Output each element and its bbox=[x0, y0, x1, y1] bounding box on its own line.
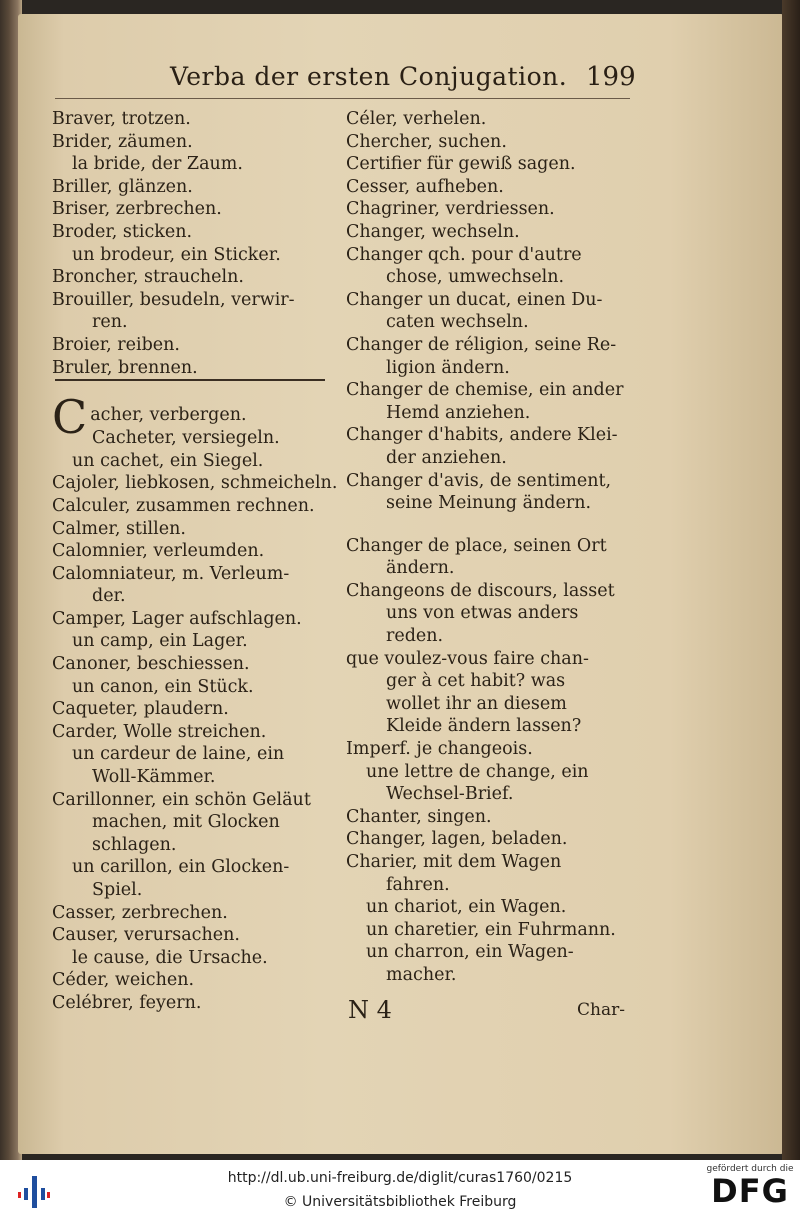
dictionary-line: Casser, zerbrechen. bbox=[52, 902, 228, 923]
dictionary-line: Calmer, stillen. bbox=[52, 518, 186, 539]
dictionary-line: ger à cet habit? was bbox=[386, 671, 566, 692]
dictionary-line: Braver, trotzen. bbox=[52, 109, 191, 129]
dictionary-line: Changer de chemise, ein ander bbox=[346, 380, 624, 401]
dictionary-line: Calomnier, verleumden. bbox=[52, 541, 265, 562]
dictionary-line: macher. bbox=[386, 964, 457, 985]
dictionary-line: Changer qch. pour d'autre bbox=[346, 244, 582, 265]
dictionary-line: Cacheter, versiegeln. bbox=[92, 428, 280, 449]
catchword: Char- bbox=[577, 1000, 625, 1020]
dictionary-line: un charetier, ein Fuhrmann. bbox=[366, 919, 616, 940]
dictionary-line: uns von etwas anders bbox=[386, 603, 579, 624]
dictionary-line: Brider, zäumen. bbox=[52, 131, 193, 152]
header-divider bbox=[55, 98, 630, 99]
viewer-footer bbox=[0, 1160, 800, 1220]
dictionary-line: Carder, Wolle streichen. bbox=[52, 721, 267, 742]
dictionary-line: Wechsel-Brief. bbox=[386, 784, 514, 805]
dictionary-line: Bruler, brennen. bbox=[52, 357, 198, 378]
dictionary-line: caten wechseln. bbox=[386, 312, 529, 333]
dictionary-line: chose, umwechseln. bbox=[386, 267, 565, 288]
dictionary-line: un chariot, ein Wagen. bbox=[366, 897, 567, 918]
dictionary-line: Broder, sticken. bbox=[52, 221, 193, 242]
dictionary-line: Caqueter, plaudern. bbox=[52, 699, 229, 720]
right-column-entries-a bbox=[346, 108, 631, 515]
dictionary-line: Changer d'habits, andere Klei- bbox=[346, 425, 618, 446]
dictionary-line: Spiel. bbox=[92, 880, 143, 900]
dictionary-line: ligion ändern. bbox=[386, 357, 510, 378]
dictionary-line: Imperf. je changeois. bbox=[346, 739, 533, 760]
right-column bbox=[346, 108, 631, 987]
dictionary-line: une lettre de change, ein bbox=[366, 761, 589, 782]
dictionary-line: der. bbox=[92, 586, 126, 607]
paragraph-gap bbox=[346, 515, 631, 535]
dictionary-line: Changer d'avis, de sentiment, bbox=[346, 470, 612, 491]
dropcap-first-line: acher, verbergen. bbox=[90, 405, 247, 426]
dictionary-line: que voulez-vous faire chan- bbox=[346, 648, 589, 669]
permalink-url[interactable]: http://dl.ub.uni-freiburg.de/diglit/curas1760/0215 bbox=[227, 1170, 573, 1186]
dictionary-line: schlagen. bbox=[92, 834, 177, 855]
dictionary-line: Broier, reiben. bbox=[52, 334, 180, 355]
section-divider bbox=[55, 379, 325, 381]
dictionary-line: Briller, glänzen. bbox=[52, 176, 193, 197]
dictionary-line: un carillon, ein Glocken- bbox=[72, 857, 290, 878]
dictionary-line: Céder, weichen. bbox=[52, 970, 195, 991]
dictionary-line: Canoner, beschiessen. bbox=[52, 654, 250, 675]
dictionary-line: Certifier für gewiß sagen. bbox=[346, 154, 576, 175]
dictionary-line: ändern. bbox=[386, 558, 455, 579]
dictionary-line: Changer, wechseln. bbox=[346, 221, 520, 242]
dictionary-line: Woll-Kämmer. bbox=[92, 767, 216, 788]
dictionary-line: Calomniateur, m. Verleum- bbox=[52, 563, 290, 584]
dfg-logo bbox=[706, 1164, 794, 1218]
page-edge-shadow bbox=[782, 0, 800, 1160]
funder-logo-text: DFG bbox=[711, 1172, 789, 1210]
dictionary-line: Causer, verursachen. bbox=[52, 925, 240, 946]
dictionary-line: Broncher, straucheln. bbox=[52, 267, 244, 288]
dictionary-line: machen, mit Glocken bbox=[92, 812, 280, 833]
dictionary-line: Kleide ändern lassen? bbox=[386, 716, 582, 737]
dictionary-line: Céler, verhelen. bbox=[346, 109, 487, 129]
dictionary-line: Briser, zerbrechen. bbox=[52, 199, 222, 220]
dictionary-line: Chanter, singen. bbox=[346, 806, 492, 827]
dictionary-line: fahren. bbox=[386, 874, 450, 895]
left-column-c-entries bbox=[52, 427, 338, 1014]
dictionary-line: Brouiller, besudeln, verwir- bbox=[52, 289, 295, 310]
dictionary-line: Calculer, zusammen rechnen. bbox=[52, 495, 315, 516]
dictionary-line: Celébrer, feyern. bbox=[52, 992, 202, 1013]
dictionary-line: la bride, der Zaum. bbox=[72, 154, 243, 175]
dictionary-line: Changeons de discours, lasset bbox=[346, 580, 615, 601]
left-column bbox=[52, 108, 338, 1015]
dictionary-line: un canon, ein Stück. bbox=[72, 676, 254, 697]
dictionary-line: Cajoler, liebkosen, schmeicheln. bbox=[52, 473, 338, 494]
dictionary-line: un brodeur, ein Sticker. bbox=[72, 244, 281, 265]
dictionary-line: Camper, Lager aufschlagen. bbox=[52, 608, 302, 629]
dictionary-line: ren. bbox=[92, 312, 128, 333]
copyright-notice: © Universitätsbibliothek Freiburg bbox=[283, 1194, 517, 1210]
dictionary-line: Changer de place, seinen Ort bbox=[346, 535, 607, 556]
dictionary-line: Carillonner, ein schön Geläut bbox=[52, 789, 311, 810]
signature-mark: N 4 bbox=[348, 996, 392, 1024]
dictionary-line: le cause, die Ursache. bbox=[72, 947, 268, 968]
dictionary-line: reden. bbox=[386, 626, 444, 647]
dictionary-line: Changer, lagen, beladen. bbox=[346, 829, 568, 850]
dictionary-line: un charron, ein Wagen- bbox=[366, 942, 574, 963]
page-number: 199 bbox=[586, 62, 636, 92]
dictionary-line: un cardeur de laine, ein bbox=[72, 744, 285, 765]
dictionary-line: Charier, mit dem Wagen bbox=[346, 852, 562, 872]
funder-caption: gefördert durch die bbox=[706, 1164, 794, 1174]
right-column-entries-b bbox=[346, 535, 631, 987]
running-title: Verba der ersten Conjugation. bbox=[170, 62, 568, 91]
dropcap-letter: C bbox=[52, 390, 88, 445]
dictionary-line: Changer un ducat, einen Du- bbox=[346, 289, 603, 310]
dictionary-line: wollet ihr an diesem bbox=[386, 693, 567, 714]
dictionary-line: der anziehen. bbox=[386, 447, 507, 468]
dictionary-line: Cesser, aufheben. bbox=[346, 176, 504, 197]
dictionary-line: Hemd anziehen. bbox=[386, 402, 531, 423]
left-column-b-entries bbox=[52, 108, 332, 379]
dictionary-line: un camp, ein Lager. bbox=[72, 631, 248, 652]
dictionary-line: Chercher, suchen. bbox=[346, 131, 507, 152]
dictionary-line: Changer de réligion, seine Re- bbox=[346, 334, 617, 355]
dictionary-line: un cachet, ein Siegel. bbox=[72, 450, 264, 471]
dictionary-line: Chagriner, verdriessen. bbox=[346, 199, 555, 220]
dictionary-line: seine Meinung ändern. bbox=[386, 493, 592, 514]
